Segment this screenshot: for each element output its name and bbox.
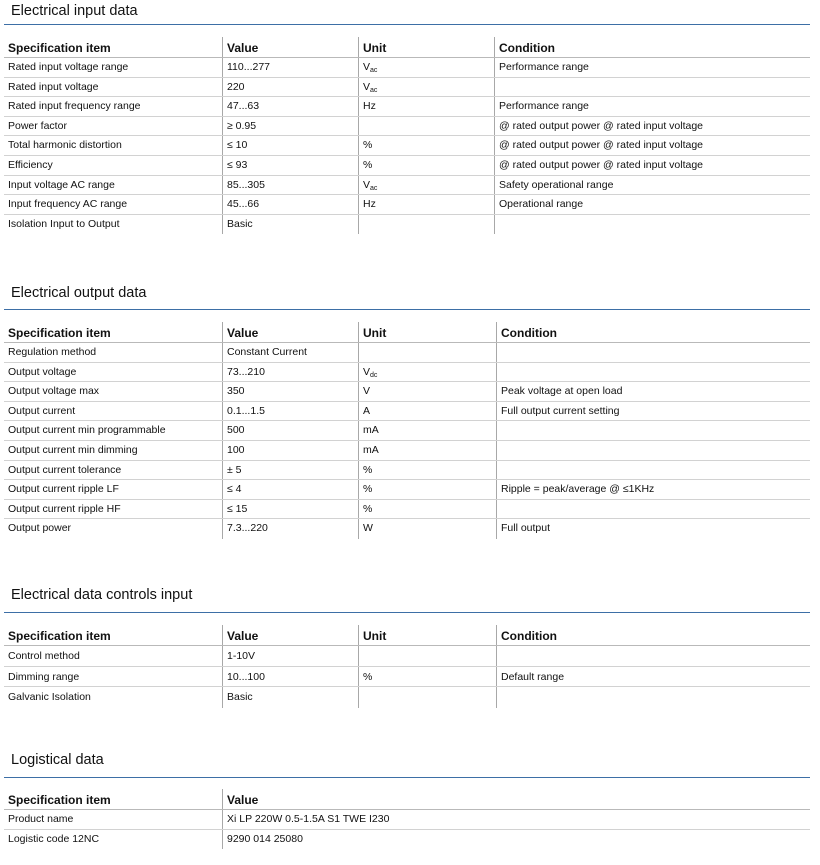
cell-spec-item: Output current min programmable xyxy=(8,424,166,437)
table-row xyxy=(4,363,810,383)
cell-value: ≤ 4 xyxy=(222,480,358,499)
cell-unit: % xyxy=(358,480,496,499)
cell-unit: A xyxy=(358,402,496,421)
cell-value: Basic xyxy=(222,687,358,708)
cell-spec-item: Output power xyxy=(8,522,72,535)
table-row xyxy=(4,97,810,117)
cell-spec-item: Logistic code 12NC xyxy=(8,832,100,845)
cell-unit: V xyxy=(358,382,496,401)
cell-unit: Hz xyxy=(358,195,494,214)
cell-spec-item: Isolation Input to Output xyxy=(8,217,120,230)
cell-spec-item: Regulation method xyxy=(8,346,97,358)
cell-spec-item: Total harmonic distortion xyxy=(8,139,122,152)
cell-unit xyxy=(358,646,496,666)
cell-spec-item: Rated input voltage xyxy=(8,80,99,93)
section-title: Electrical output data xyxy=(11,285,147,301)
cell-spec-item: Output current xyxy=(8,404,76,417)
cell-condition: Operational range xyxy=(494,195,810,214)
column-header-condition: Condition xyxy=(496,625,810,645)
table-row xyxy=(4,402,810,422)
table-row xyxy=(4,215,810,235)
section-divider xyxy=(4,24,810,25)
cell-spec-item: Output current tolerance xyxy=(8,463,122,476)
cell-condition xyxy=(496,343,810,362)
cell-value: 110...277 xyxy=(222,58,358,77)
table-row xyxy=(4,176,810,196)
spec-table xyxy=(4,37,810,234)
table-row xyxy=(4,117,810,137)
cell-value: ≤ 15 xyxy=(222,500,358,519)
cell-value: 1-10V xyxy=(222,646,358,666)
table-row xyxy=(4,441,810,461)
table-row xyxy=(4,830,810,850)
cell-unit: % xyxy=(358,667,496,687)
cell-spec-item: Input voltage AC range xyxy=(8,178,115,191)
column-header-unit: Unit xyxy=(358,37,494,57)
column-header-value: Value xyxy=(222,37,358,57)
table-row xyxy=(4,421,810,441)
section-divider xyxy=(4,309,810,310)
spec-table xyxy=(4,625,810,708)
column-header-value: Value xyxy=(222,625,358,645)
table-row xyxy=(4,195,810,215)
table-row xyxy=(4,156,810,176)
table-header-row xyxy=(4,625,810,646)
spec-table xyxy=(4,789,810,849)
column-header-unit: Unit xyxy=(358,322,496,342)
cell-unit: W xyxy=(358,519,496,539)
cell-value: 7.3...220 xyxy=(222,519,358,539)
cell-spec-item: Rated input frequency range xyxy=(8,100,141,113)
cell-unit: % xyxy=(358,461,496,480)
cell-condition xyxy=(496,461,810,480)
cell-value: ≥ 0.95 xyxy=(222,117,358,136)
cell-spec-item: Power factor xyxy=(8,119,67,132)
cell-condition xyxy=(496,441,810,460)
cell-unit: Hz xyxy=(358,97,494,116)
cell-spec-item: Output voltage xyxy=(8,365,77,378)
cell-unit: $V_{ac}$ xyxy=(358,58,494,77)
cell-spec-item: Control method xyxy=(8,650,80,662)
cell-condition: @ rated output power @ rated input voltage xyxy=(494,156,810,175)
cell-spec-item: Galvanic Isolation xyxy=(8,691,91,703)
cell-unit: % xyxy=(358,500,496,519)
cell-unit xyxy=(358,215,494,235)
cell-value: 350 xyxy=(222,382,358,401)
cell-spec-item: Input frequency AC range xyxy=(8,198,128,211)
cell-spec-item: Output current min dimming xyxy=(8,443,138,456)
cell-unit: % xyxy=(358,156,494,175)
table-row xyxy=(4,687,810,708)
table-row xyxy=(4,58,810,78)
table-row xyxy=(4,500,810,520)
table-row xyxy=(4,646,810,667)
cell-spec-item: Efficiency xyxy=(8,158,53,171)
cell-value: 0.1...1.5 xyxy=(222,402,358,421)
table-row xyxy=(4,519,810,539)
cell-condition xyxy=(496,646,810,666)
cell-condition: Default range xyxy=(496,667,810,687)
cell-unit: mA xyxy=(358,421,496,440)
cell-condition: @ rated output power @ rated input voltage xyxy=(494,136,810,155)
column-header-specification-item: Specification item xyxy=(8,41,111,55)
section-title: Electrical data controls input xyxy=(11,587,193,603)
cell-condition: Ripple = peak/average @ ≤1KHz xyxy=(496,480,810,499)
table-header-row xyxy=(4,37,810,58)
table-header-row xyxy=(4,789,810,810)
cell-value: Basic xyxy=(222,215,358,235)
table-row xyxy=(4,461,810,481)
column-header-specification-item: Specification item xyxy=(8,629,111,643)
cell-unit: $V_{dc}$ xyxy=(358,363,496,382)
spec-table xyxy=(4,322,810,539)
cell-spec-item: Output voltage max xyxy=(8,385,100,398)
cell-condition: @ rated output power @ rated input voltage xyxy=(494,117,810,136)
column-header-condition: Condition xyxy=(494,37,810,57)
cell-condition xyxy=(496,687,810,708)
cell-value: 85...305 xyxy=(222,176,358,195)
column-header-specification-item: Specification item xyxy=(8,326,111,340)
cell-value: 10...100 xyxy=(222,667,358,687)
table-row xyxy=(4,343,810,363)
table-row xyxy=(4,382,810,402)
cell-condition xyxy=(496,421,810,440)
cell-unit: $V_{ac}$ xyxy=(358,176,494,195)
column-header-unit: Unit xyxy=(358,625,496,645)
cell-spec-item: Product name xyxy=(8,813,74,825)
cell-value: ≤ 93 xyxy=(222,156,358,175)
cell-condition: Full output current setting xyxy=(496,402,810,421)
column-header-condition: Condition xyxy=(496,322,810,342)
cell-condition xyxy=(496,363,810,382)
table-row xyxy=(4,136,810,156)
cell-condition xyxy=(494,215,810,235)
cell-value: Xi LP 220W 0.5-1.5A S1 TWE I230 xyxy=(222,810,810,829)
column-header-value: Value xyxy=(222,322,358,342)
cell-spec-item: Rated input voltage range xyxy=(8,61,129,73)
cell-unit: % xyxy=(358,136,494,155)
cell-value: 220 xyxy=(222,78,358,97)
cell-condition xyxy=(494,78,810,97)
cell-spec-item: Dimming range xyxy=(8,670,80,683)
cell-value: 47...63 xyxy=(222,97,358,116)
table-row xyxy=(4,480,810,500)
table-header-row xyxy=(4,322,810,343)
cell-spec-item: Output current ripple LF xyxy=(8,483,119,496)
cell-spec-item: Output current ripple HF xyxy=(8,502,121,515)
cell-condition: Safety operational range xyxy=(494,176,810,195)
table-row xyxy=(4,667,810,688)
cell-unit: $V_{ac}$ xyxy=(358,78,494,97)
section-divider xyxy=(4,777,810,778)
cell-value: 9290 014 25080 xyxy=(222,830,810,850)
cell-unit: mA xyxy=(358,441,496,460)
section-divider xyxy=(4,612,810,613)
cell-unit xyxy=(358,343,496,362)
column-header-value: Value xyxy=(222,789,810,809)
cell-value: Constant Current xyxy=(222,343,358,362)
table-row xyxy=(4,78,810,98)
cell-condition: Full output xyxy=(496,519,810,539)
cell-unit xyxy=(358,117,494,136)
table-row xyxy=(4,810,810,830)
cell-unit xyxy=(358,687,496,708)
cell-value: 73...210 xyxy=(222,363,358,382)
cell-value: 500 xyxy=(222,421,358,440)
cell-value: 100 xyxy=(222,441,358,460)
cell-value: ≤ 10 xyxy=(222,136,358,155)
section-title: Electrical input data xyxy=(11,3,138,19)
cell-condition: Performance range xyxy=(494,58,810,77)
column-header-specification-item: Specification item xyxy=(8,793,111,807)
cell-condition: Peak voltage at open load xyxy=(496,382,810,401)
section-title: Logistical data xyxy=(11,752,104,768)
cell-value: 45...66 xyxy=(222,195,358,214)
cell-condition: Performance range xyxy=(494,97,810,116)
cell-value: ± 5 xyxy=(222,461,358,480)
cell-condition xyxy=(496,500,810,519)
